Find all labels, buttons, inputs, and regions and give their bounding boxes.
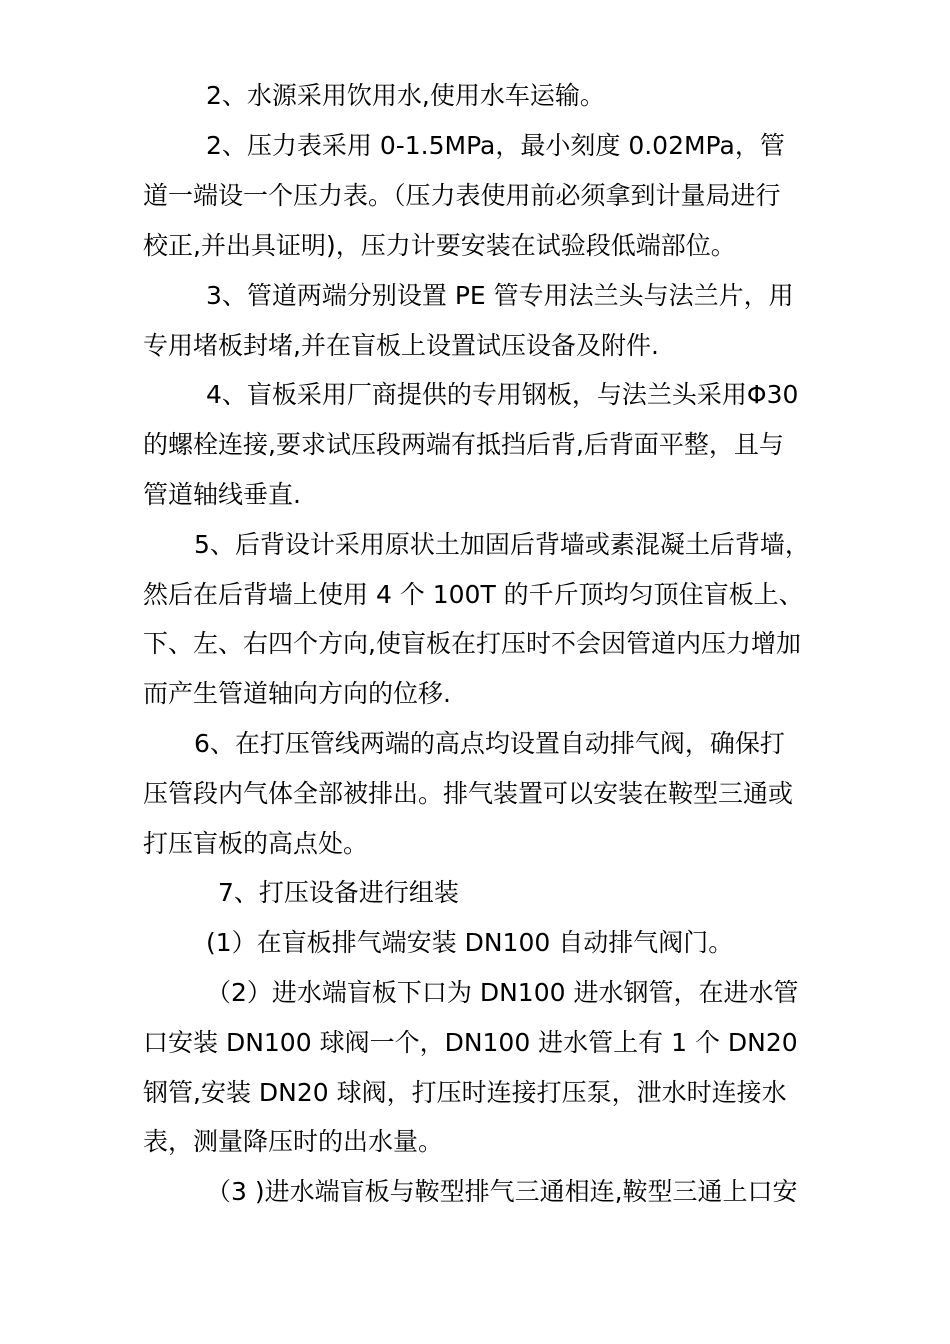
text-line: 专用堵板封堵,并在盲板上设置试压设备及附件. [143,331,659,360]
text-line: 7、打压设备进行组装 [218,878,459,907]
text-line: 2、压力表采用 0-1.5MPa，最小刻度 0.02MPa，管 [206,131,785,160]
text-line: 下、左、右四个方向,使盲板在打压时不会因管道内压力增加 [143,629,801,658]
text-line: 然后在后背墙上使用 4 个 100T 的千斤顶均匀顶住盲板上、 [143,580,804,609]
text-line: 表，测量降压时的出水量。 [143,1127,444,1156]
text-line: 压管段内气体全部被排出。排气装置可以安装在鞍型三通或 [143,779,794,808]
text-line: 打压盲板的高点处。 [143,829,369,858]
text-line: 4、盲板采用厂商提供的专用钢板，与法兰头采用Φ30 [206,380,799,409]
text-line: 的螺栓连接,要求试压段两端有抵挡后背,后背面平整，且与 [143,430,784,459]
text-line: 5、后背设计采用原状土加固后背墙或素混凝土后背墙， [194,530,810,559]
text-line: (1）在盲板排气端安装 DN100 自动排气阀门。 [206,928,734,957]
text-line: 道一端设一个压力表。（压力表使用前必须拿到计量局进行 [143,181,781,210]
text-line: 钢管,安装 DN20 球阀，打压时连接打压泵，泄水时连接水 [143,1078,787,1107]
text-line: 口安装 DN100 球阀一个，DN100 进水管上有 1 个 DN20 [143,1028,798,1057]
text-line: （2）进水端盲板下口为 DN100 进水钢管，在进水管 [206,978,799,1007]
text-line: 而产生管道轴向方向的位移. [143,679,451,708]
text-line: 2、水源采用饮用水,使用水车运输。 [206,81,605,110]
text-line: 6、在打压管线两端的高点均设置自动排气阀，确保打 [194,729,785,758]
text-line: （3 )进水端盲板与鞍型排气三通相连,鞍型三通上口安 [206,1177,798,1206]
text-line: 管道轴线垂直. [143,480,301,509]
text-line: 校正,并出具证明)，压力计要安装在试验段低端部位。 [143,231,736,260]
text-line: 3、管道两端分别设置 PE 管专用法兰头与法兰片，用 [206,281,794,310]
